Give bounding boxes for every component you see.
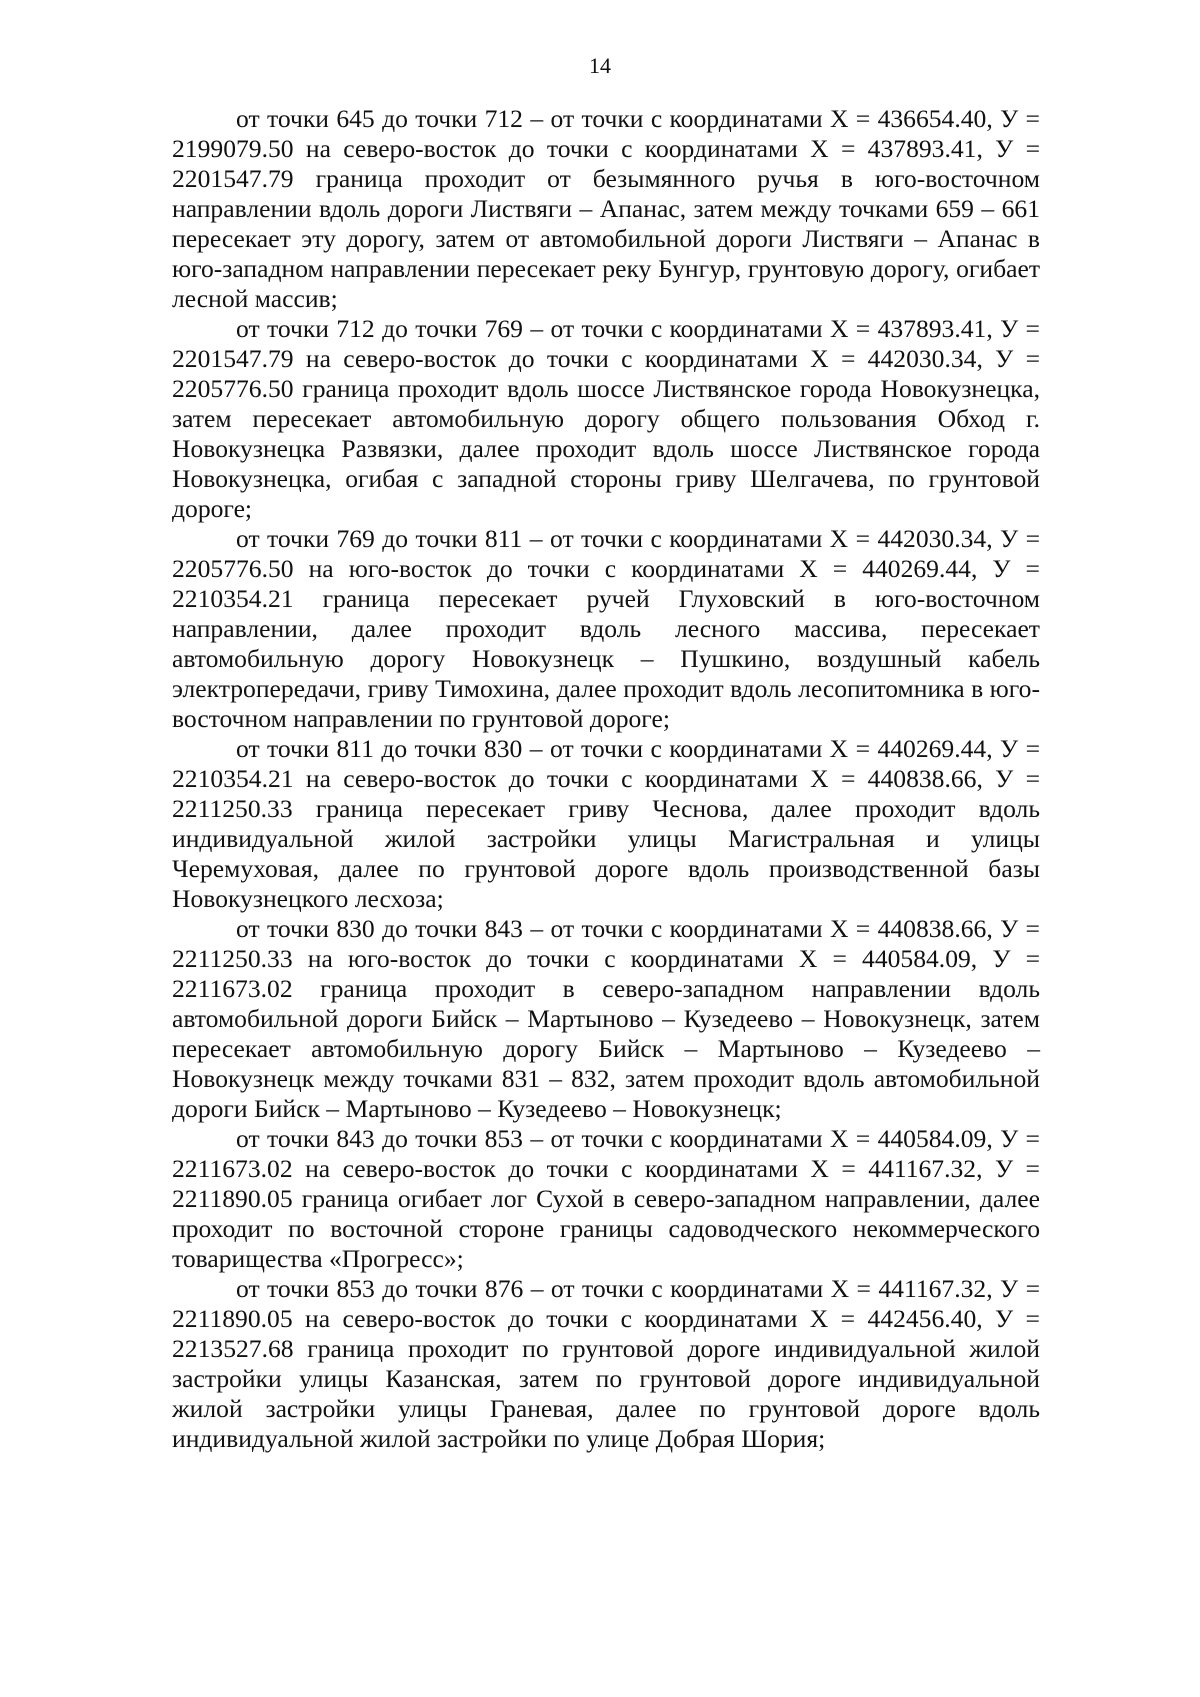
boundary-paragraph-811-830: от точки 811 до точки 830 – от точки с координатами Х = 440269.44, У = 2210354.21 на северо-восток до точки с координатами Х = 440838.66, У = 2211250.33 граница пересекает гриву Чеснова, далее проходит вдоль индивидуальной жилой застройки улицы Магистральная и улицы Черемуховая, далее по грунтовой дороге вдоль производственной базы Новокузнецкого лесхоза; — [172, 734, 1040, 913]
boundary-paragraph-712-769: от точки 712 до точки 769 – от точки с координатами Х = 437893.41, У = 2201547.79 на северо-восток до точки с координатами Х = 442030.34, У = 2205776.50 граница проходит вдоль шоссе Листвянское города Новокузнецка, затем пересекает автомобильную дорогу общего пользования Обход г. Новокузнецка Развязки, далее проходит вдоль шоссе Листвянское города Новокузнецка, огибая с западной стороны гриву Шелгачева, по грунтовой дороге; — [172, 314, 1040, 523]
document-body — [172, 104, 1040, 1454]
boundary-paragraph-853-876: от точки 853 до точки 876 – от точки с координатами Х = 441167.32, У = 2211890.05 на северо-восток до точки с координатами Х = 442456.40, У = 2213527.68 граница проходит по грунтовой дороге индивидуальной жилой застройки улицы Казанская, затем по грунтовой дороге индивидуальной жилой застройки улицы Граневая, далее по грунтовой дороге вдоль индивидуальной жилой застройки по улице Добрая Шория; — [172, 1274, 1040, 1453]
boundary-paragraph-645-712: от точки 645 до точки 712 – от точки с координатами Х = 436654.40, У = 2199079.50 на северо-восток до точки с координатами Х = 437893.41, У = 2201547.79 граница проходит от безымянного ручья в юго-восточном направлении вдоль дороги Листвяги – Апанас, затем между точками 659 – 661 пересекает эту дорогу, затем от автомобильной дороги Листвяги – Апанас в юго-западном направлении пересекает реку Бунгур, грунтовую дорогу, огибает лесной массив; — [172, 104, 1040, 313]
boundary-paragraph-830-843: от точки 830 до точки 843 – от точки с координатами Х = 440838.66, У = 2211250.33 на юго-восток до точки с координатами Х = 440584.09, У = 2211673.02 граница проходит в северо-западном направлении вдоль автомобильной дороги Бийск – Мартыново – Кузедеево – Новокузнецк, затем пересекает автомобильную дорогу Бийск – Мартыново – Кузедеево – Новокузнецк между точками 831 – 832, затем проходит вдоль автомобильной дороги Бийск – Мартыново – Кузедеево – Новокузнецк; — [172, 914, 1040, 1123]
boundary-paragraph-843-853: от точки 843 до точки 853 – от точки с координатами Х = 440584.09, У = 2211673.02 на северо-восток до точки с координатами Х = 441167.32, У = 2211890.05 граница огибает лог Сухой в северо-западном направлении, далее проходит по восточной стороне границы садоводческого некоммерческого товарищества «Прогресс»; — [172, 1124, 1040, 1273]
boundary-paragraph-769-811: от точки 769 до точки 811 – от точки с координатами Х = 442030.34, У = 2205776.50 на юго-восток до точки с координатами Х = 440269.44, У = 2210354.21 граница пересекает ручей Глуховский в юго-восточном направлении, далее проходит вдоль лесного массива, пересекает автомобильную дорогу Новокузнецк – Пушкино, воздушный кабель электропередачи, гриву Тимохина, далее проходит вдоль лесопитомника в юго-восточном направлении по грунтовой дороге; — [172, 524, 1040, 733]
page-number: 14 — [589, 53, 611, 78]
